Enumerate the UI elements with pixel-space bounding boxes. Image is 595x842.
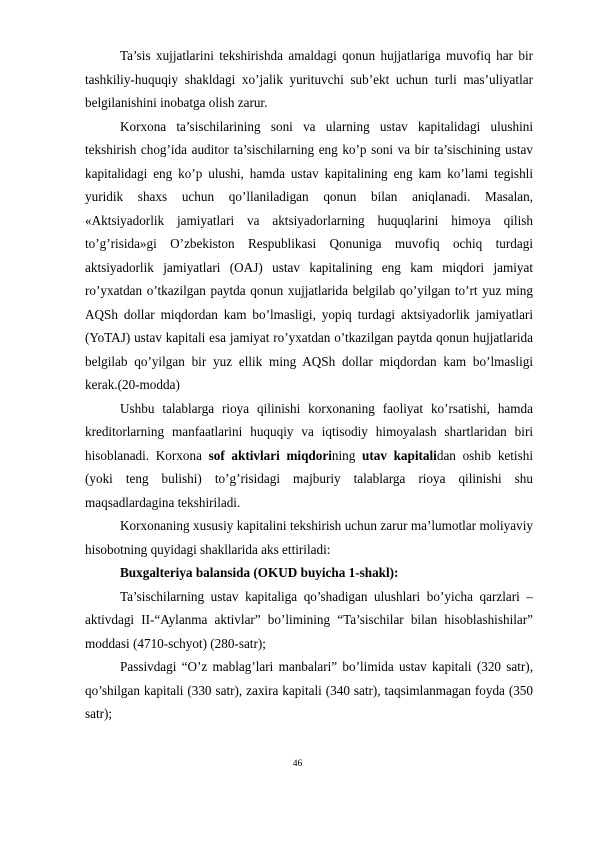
text-run: Ushbu talablarga rioya qilinishi korxonaning faoliyat ko’rsatishi, hamda kreditorlarning manfaatlarini huquqiy va iqtisodiy himoyalash shartlaridan biri hisoblanadi. Korxona — [85, 400, 533, 463]
bold-term-charter-capital: utav kapitali — [362, 447, 437, 463]
paragraph-liabilities: Passivdagi “O’z mablag’lari manbalari” bo’limida ustav kapitali (320 satr), qo’shilgan kapitali (330 satr), zaxira kapitali (340 satr), taqsimlanmagan foyda (350 satr); — [85, 659, 533, 721]
text-run: dan oshib ketishi (yoki teng bulishi) to’g’risidagi majburiy talablarga rioya qilinishi shu maqsadlardagina tekshiriladi. — [85, 447, 533, 510]
page-number: 46 — [292, 759, 303, 769]
paragraph-founding-documents: Ta’sis xujjatlarini tekshirishda amaldagi qonun hujjatlariga muvofiq har bir tashkiliy-huquqiy shakldagi xo’jalik yurituvchi sub’ekt uchun turli mas’uliyatlar belgilanishini inobatga olish zarur. — [85, 48, 533, 110]
bold-term-net-assets: sof aktivlari miqdori — [208, 447, 332, 463]
paragraph-founders-share: Korxona ta’sischilarining soni va ularning ustav kapitalidagi ulushini tekshirish chog’ida auditor ta’sischilarning eng ko’p soni va bir ta’sischining ustav kapitalidagi eng ko’p ulushi, hamda ustav kapitalining eng kam ko’lami tegishli yuridik shaxs uchun qo’llaniladigan qonun bilan aniqlanadi. Masalan, «Aktsiyadorlik jamiyatlari va aktsiyadorlarning huquqlarini himoya qilish to’g’risida»gi O’zbekiston Respublikasi Qonuniga muvofiq ochiq turdagi aktsiyadorlik jamiyatlari (OAJ) ustav kapitalining eng kam miqdori jamiyat ro’yxatdan o’tkazilgan paytda qonun xujjatlarida belgilab qo’yilgan to’rt yuz ming AQSh dollar miqdordan kam bo’lmasligi, yopiq turdagi aktsiyadorlik jamiyatlari (YoTAJ) ustav kapitali esa jamiyat ro’yxatdan o’tkazilgan paytda qonun hujjatlarida belgilab qo’yilgan bir yuz ellik ming AQSh dollar miqdordan kam bo’lmasligi kerak.(20-modda) — [85, 118, 533, 392]
body-text — [85, 44, 533, 726]
section-heading-balance-sheet: Buxgalteriya balansida (OKUD buyicha 1-shakl): — [120, 565, 399, 580]
paragraph-net-assets — [85, 397, 533, 515]
paragraph-founders-debts: Ta’sischilarning ustav kapitaliga qo’shadigan ulushlari bo’yicha qarzlari – aktivdagi II-“Aylanma aktivlar” bo’limining “Ta’sischilar bilan hisoblashishilar” moddasi (4710-schyot) (280-satr); — [85, 588, 533, 651]
text-run: ning — [331, 447, 362, 463]
paragraph-financial-statements: Korxonaning xususiy kapitalini tekshirish uchun zarur ma’lumotlar moliyaviy hisobotning quyidagi shakllarida aks ettiriladi: — [85, 518, 533, 557]
